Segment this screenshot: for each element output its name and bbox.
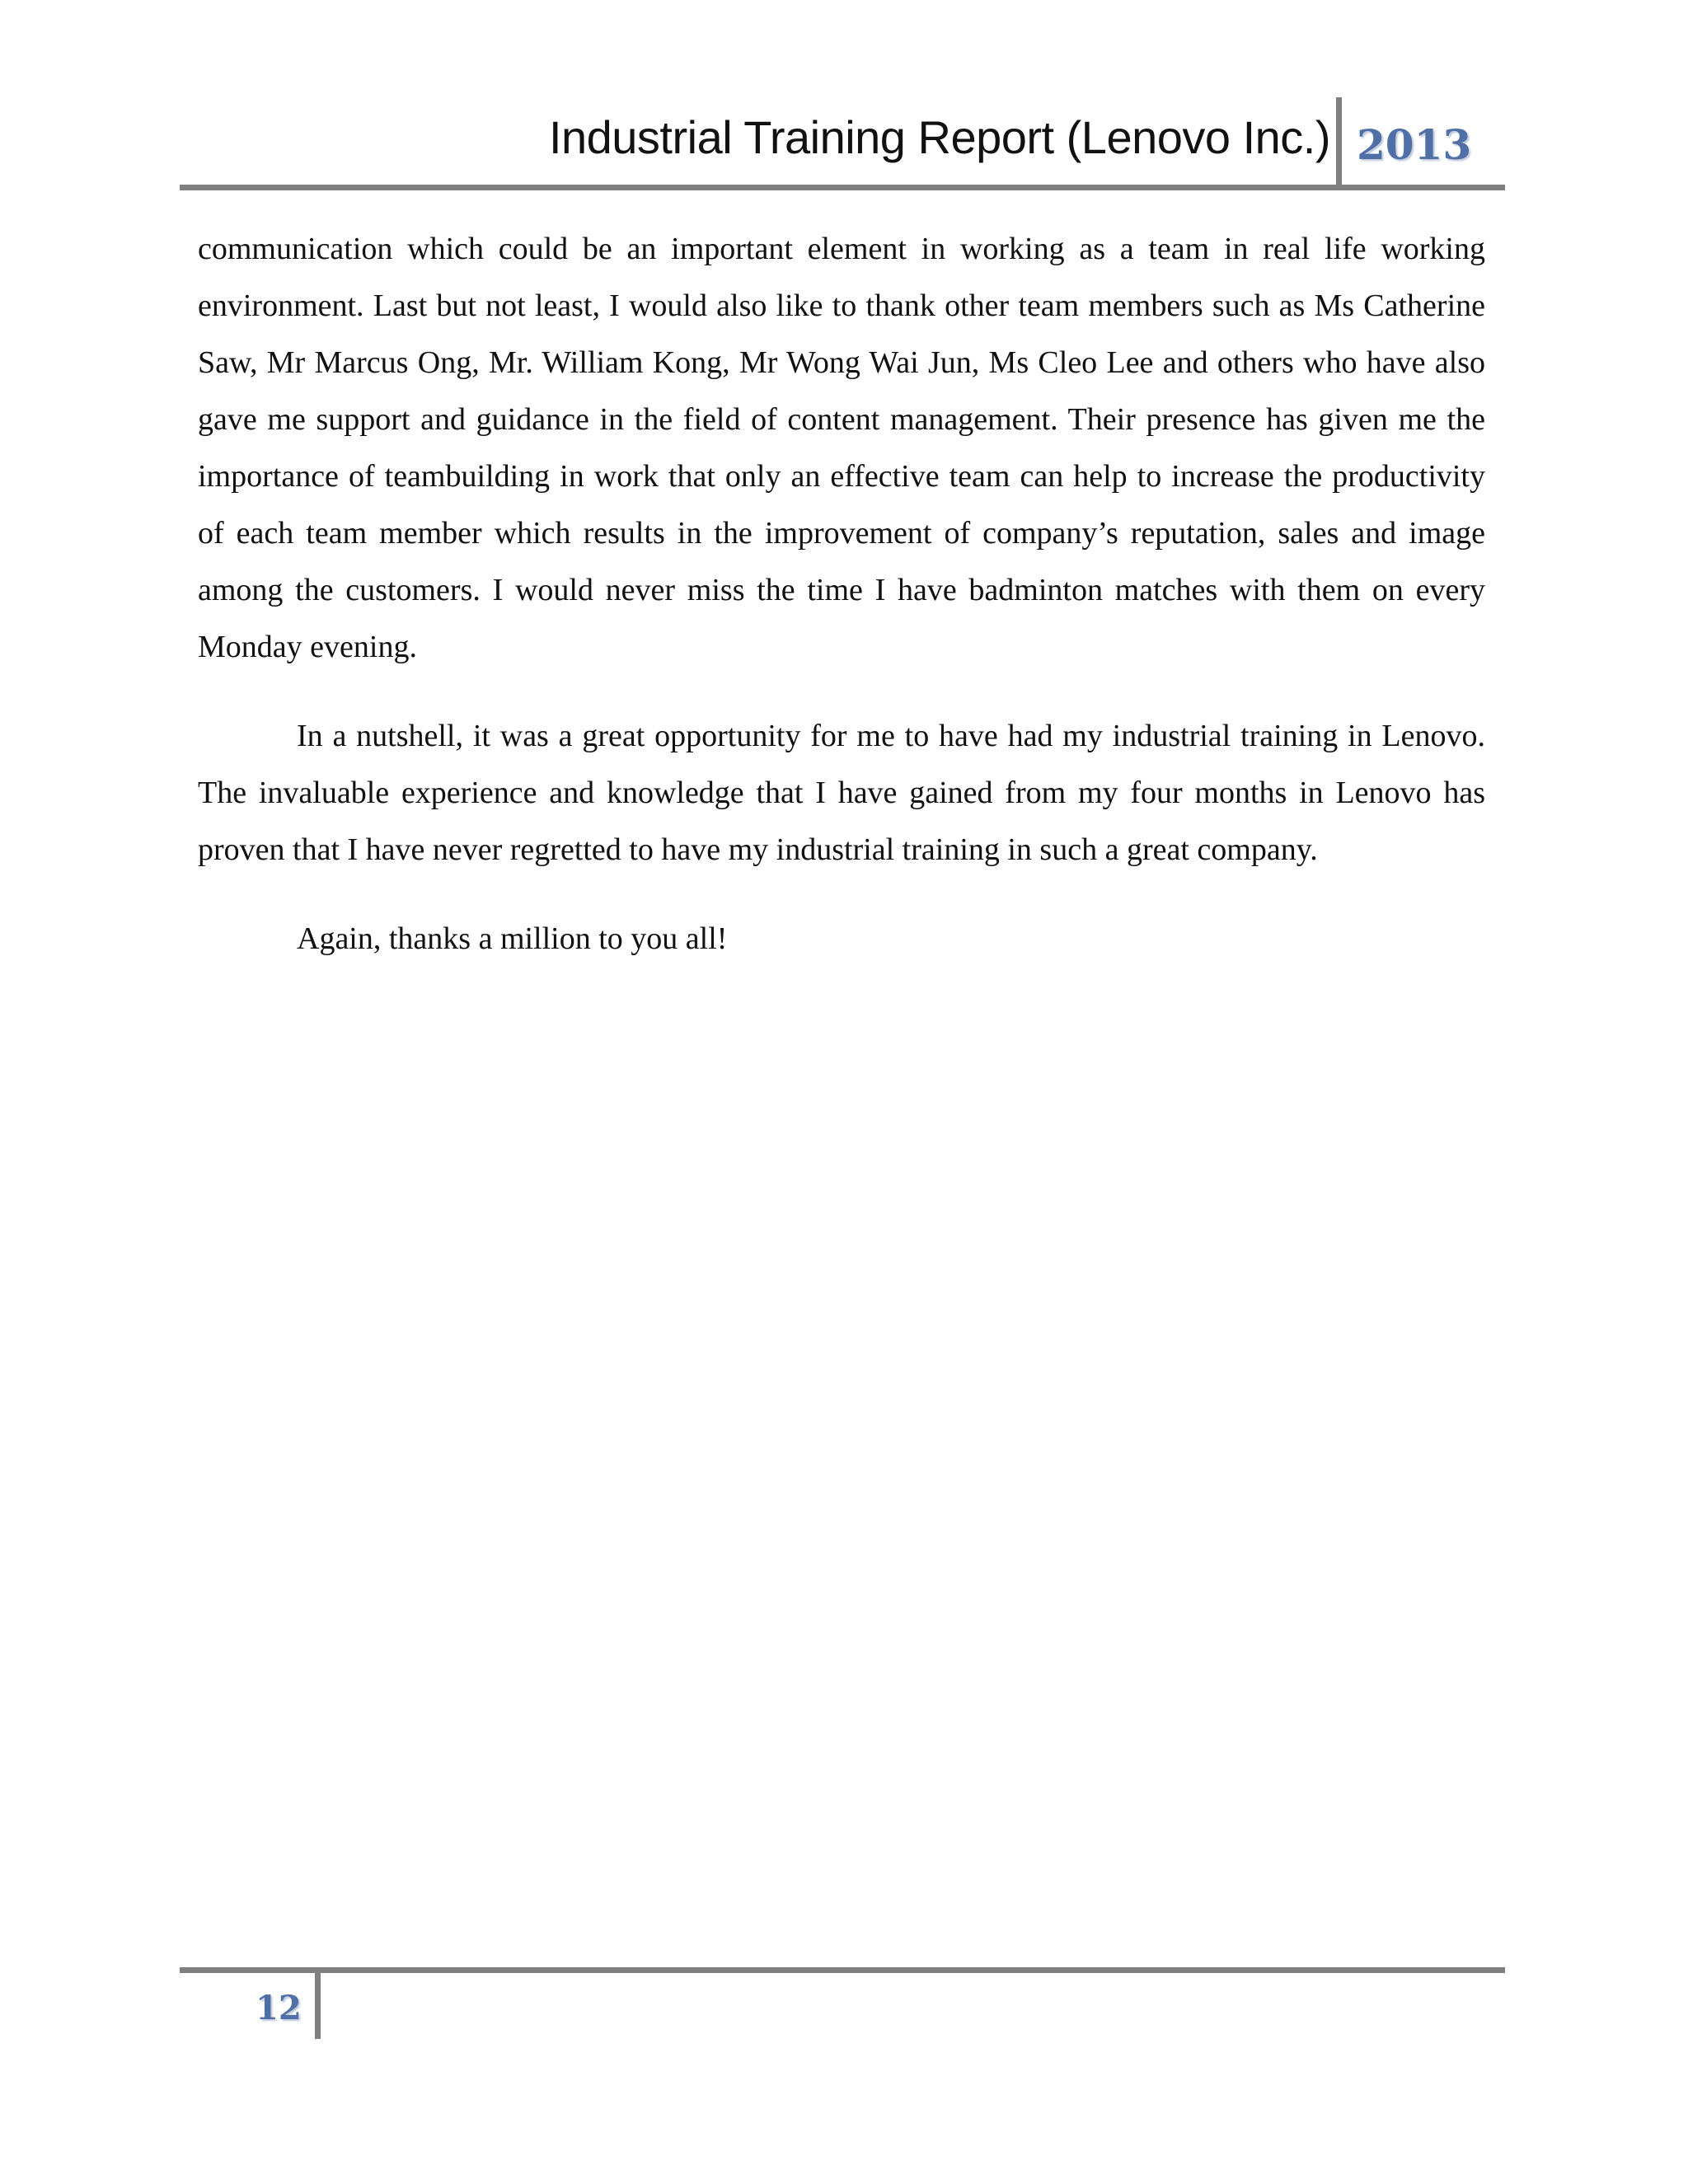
page-header [180,97,1505,190]
footer-divider [315,1973,321,2039]
paragraph-acknowledgement-continued: communication which could be an important element in working as a team in real life working environment. Last but not least, I would also like to thank other team members such as Ms Catherine Saw, Mr Marcus Ong, Mr. William Kong, Mr Wong Wai Jun, Ms Cleo Lee and others who have also gave me support and guidance in the field of content management. Their presence has given me the importance of teambuilding in work that only an effective team can help to increase the productivity of each team member which results in the improvement of company’s reputation, sales and image among the customers. I would never miss the time I have badminton matches with them on every Monday evening. [198,232,1485,664]
paragraph-summary: In a nutshell, it was a great opportunity for me to have had my industrial training in Lenovo. The invaluable experience and knowledge that I have gained from my four months in Lenovo has proven that I have never regretted to have my industrial training in such a great company. [198,719,1485,867]
body-text [198,221,1485,1000]
header-divider [1336,97,1342,186]
footer-rule [180,1967,1505,1973]
paragraph-closing: Again, thanks a million to you all! [297,921,728,956]
header-year: 2013 [1357,120,1472,169]
page-number: 12 [256,1989,302,2027]
header-rule [180,185,1505,190]
header-title: Industrial Training Report (Lenovo Inc.) [548,111,1330,163]
